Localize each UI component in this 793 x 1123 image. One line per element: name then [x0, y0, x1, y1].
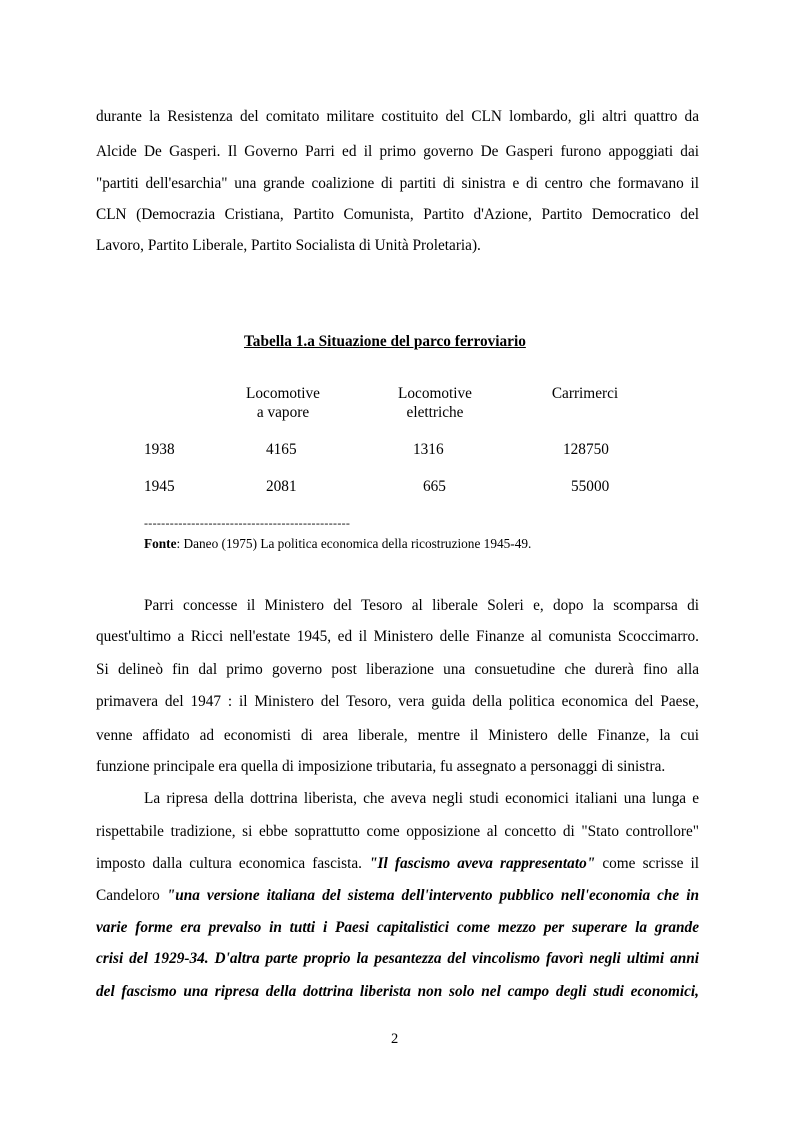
cell-vapore: 4165: [266, 441, 297, 458]
text-line: "partiti dell'esarchia" una grande coalizione di partiti di sinistra e di centro che formavano il: [96, 175, 699, 192]
text-line: funzione principale era quella di imposizione tributaria, fu assegnato a personaggi di sinistra.: [96, 758, 666, 775]
table-separator: ------------------------------------------------: [144, 516, 351, 530]
header-locomotive-vapore: Locomotive a vapore: [246, 385, 320, 421]
header-locomotive-elettriche: Locomotive elettriche: [398, 385, 472, 421]
text-line: Si delineò fin dal primo governo post liberazione una consuetudine che durerà fino alla: [96, 661, 699, 678]
text-line: rispettabile tradizione, si ebbe soprattutto come opposizione al concetto di "Stato controllore": [96, 823, 699, 840]
text-line: imposto dalla cultura economica fascista. "Il fascismo aveva rappresentato" come scrisse il: [96, 855, 699, 872]
table-title: Tabella 1.a Situazione del parco ferroviario: [244, 333, 526, 350]
quote-text: "Il fascismo aveva rappresentato": [369, 855, 596, 872]
text-line: Candeloro "una versione italiana del sistema dell'intervento pubblico nell'economia che in: [96, 887, 699, 904]
text-line: crisi del 1929-34. D'altra parte proprio la pesantezza del vincolismo favorì negli ultimi anni: [96, 950, 699, 967]
text-line: quest'ultimo a Ricci nell'estate 1945, ed il Ministero delle Finanze al comunista Scoccimarro.: [96, 628, 699, 645]
cell-elettriche: 1316: [413, 441, 444, 458]
text-line: Parri concesse il Ministero del Tesoro al liberale Soleri e, dopo la scomparsa di: [144, 597, 699, 614]
text-line: del fascismo una ripresa della dottrina liberista non solo nel campo degli studi economici,: [96, 983, 699, 1000]
cell-year: 1938: [144, 441, 175, 458]
text-line: primavera del 1947 : il Ministero del Tesoro, vera guida della politica economica del Paese,: [96, 693, 699, 710]
text-line: venne affidato ad economisti di area liberale, mentre il Ministero delle Finanze, la cui: [96, 727, 699, 744]
text-line: varie forme era prevalso in tutti i Paesi capitalistici come mezzo per superare la grande: [96, 919, 699, 936]
text-line: durante la Resistenza del comitato militare costituito del CLN lombardo, gli altri quattro da: [96, 108, 699, 125]
table-source: Fonte: Daneo (1975) La politica economica della ricostruzione 1945-49.: [144, 536, 532, 551]
page-number: 2: [391, 1031, 399, 1047]
cell-elettriche: 665: [423, 478, 446, 495]
cell-year: 1945: [144, 478, 175, 495]
text-line: CLN (Democrazia Cristiana, Partito Comunista, Partito d'Azione, Partito Democratico del: [96, 206, 699, 223]
cell-carrimerci: 55000: [571, 478, 610, 495]
cell-vapore: 2081: [266, 478, 297, 495]
text-line: La ripresa della dottrina liberista, che aveva negli studi economici italiani una lunga e: [144, 790, 699, 807]
header-carrimerci: Carrimerci: [551, 385, 619, 402]
quote-text: "una versione italiana del sistema dell'intervento pubblico nell'economia che in: [166, 887, 699, 904]
cell-carrimerci: 128750: [563, 441, 609, 458]
text-line: Lavoro, Partito Liberale, Partito Socialista di Unità Proletaria).: [96, 237, 481, 254]
text-line: Alcide De Gasperi. Il Governo Parri ed il primo governo De Gasperi furono appoggiati dai: [96, 143, 699, 160]
